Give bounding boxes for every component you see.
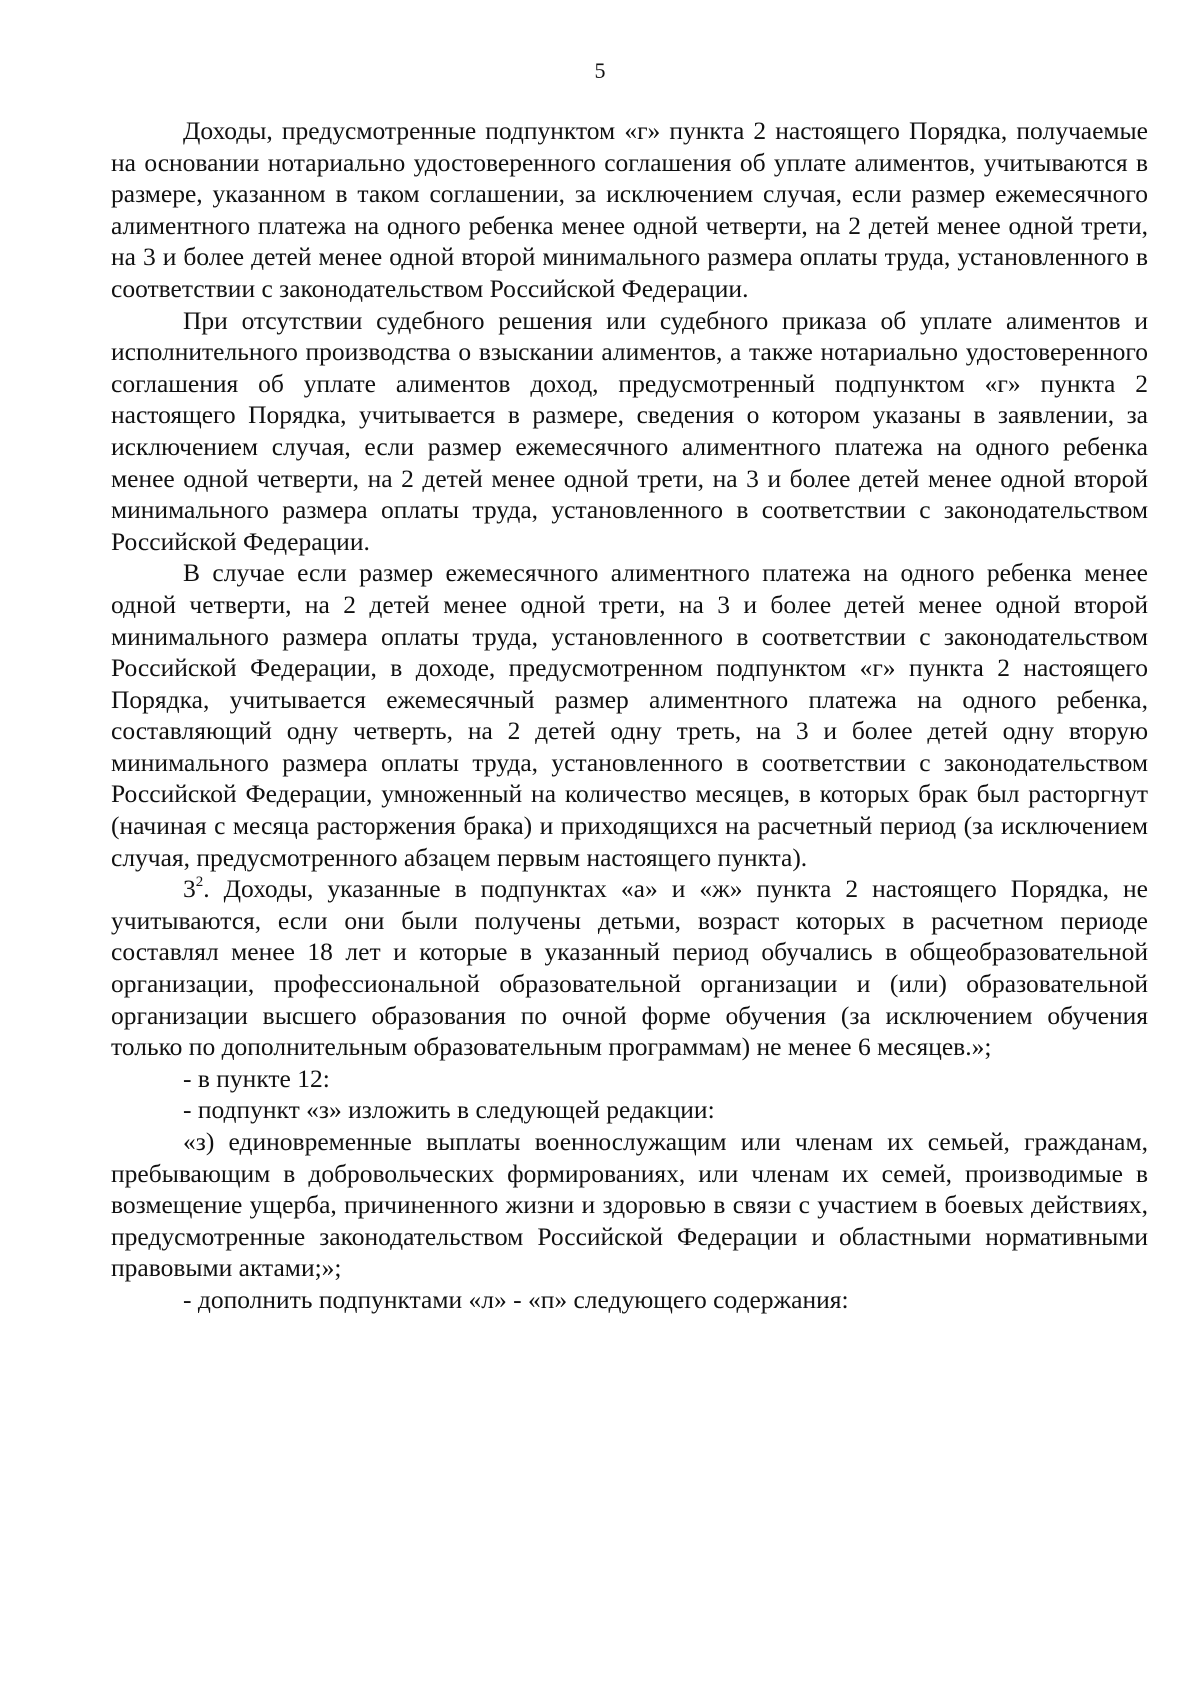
paragraph-no-court-decision: При отсутствии судебного решения или судебного приказа об уплате алиментов и исполнительного производства о взыскании алиментов, а также нотариально удостоверенного соглашения об уплате алиментов доход, предусмотренный подпунктом «г» пункта 2 настоящего Порядка, учитывается в размере, сведения о котором указаны в заявлении, за исключением случая, если размер ежемесячного алиментного платежа на одного ребенка менее одной четверти, на 2 детей менее одной трети, на 3 и более детей менее одной второй минимального размера оплаты труда, установленного в соответствии с законодательством Российской Федерации. <box>111 305 1148 556</box>
paragraph-item-3-2 <box>111 873 1148 1063</box>
document-body <box>111 115 1148 1316</box>
item-number: 3 <box>183 874 196 904</box>
paragraph-divorce-case: В случае если размер ежемесячного алиментного платежа на одного ребенка менее одной четверти, на 2 детей менее одной трети, на 3 и более детей менее одной второй минимального размера оплаты труда, установленного в соответствии с законодательством Российской Федерации, в доходе, предусмотренном подпунктом «г» пункта 2 настоящего Порядка, учитывается ежемесячный размер алиментного платежа на одного ребенка, составляющий одну четверть, на 2 детей одну треть, на 3 и более детей одну вторую минимального размера оплаты труда, установленного в соответствии с законодательством Российской Федерации, умноженный на количество месяцев, в которых брак был расторгнут (начиная с месяца расторжения брака) и приходящихся на расчетный период (за исключением случая, предусмотренного абзацем первым настоящего пункта). <box>111 558 1148 872</box>
item-superscript: 2 <box>195 873 204 890</box>
paragraph-point-12: - в пункте 12: <box>183 1063 330 1093</box>
item-text: . Доходы, указанные в подпунктах «а» и «ж» пункта 2 настоящего Порядка, не учитываются, если они были получены детьми, возраст которых в расчетном периоде составлял менее 18 лет и которые в указанный период обучались в общеобразовательной организации, профессиональной образовательной организации и (или) образовательной организации высшего образования по очной форме обучения (за исключением обучения только по дополнительным образовательным программам) не менее 6 месяцев.»; <box>111 874 1148 1062</box>
paragraph-alimony-agreement: Доходы, предусмотренные подпунктом «г» пункта 2 настоящего Порядка, получаемые на основании нотариально удостоверенного соглашения об уплате алиментов, учитываются в размере, указанном в таком соглашении, за исключением случая, если размер ежемесячного алиментного платежа на одного ребенка менее одной четверти, на 2 детей менее одной трети, на 3 и более детей менее одной второй минимального размера оплаты труда, установленного в соответствии с законодательством Российской Федерации. <box>111 116 1148 303</box>
paragraph-subpoint-z-header: - подпункт «з» изложить в следующей редакции: <box>183 1095 715 1125</box>
paragraph-add-subpoints: - дополнить подпунктами «л» - «п» следующего содержания: <box>183 1284 849 1314</box>
paragraph-subpoint-z-text: «з) единовременные выплаты военнослужащим или членам их семьей, гражданам, пребывающим в добровольческих формированиях, или членам их семей, производимые в возмещение ущерба, причиненного жизни и здоровью в связи с участием в боевых действиях, предусмотренные законодательством Российской Федерации и областными нормативными правовыми актами;»; <box>111 1127 1148 1283</box>
page-number: 5 <box>594 58 606 83</box>
